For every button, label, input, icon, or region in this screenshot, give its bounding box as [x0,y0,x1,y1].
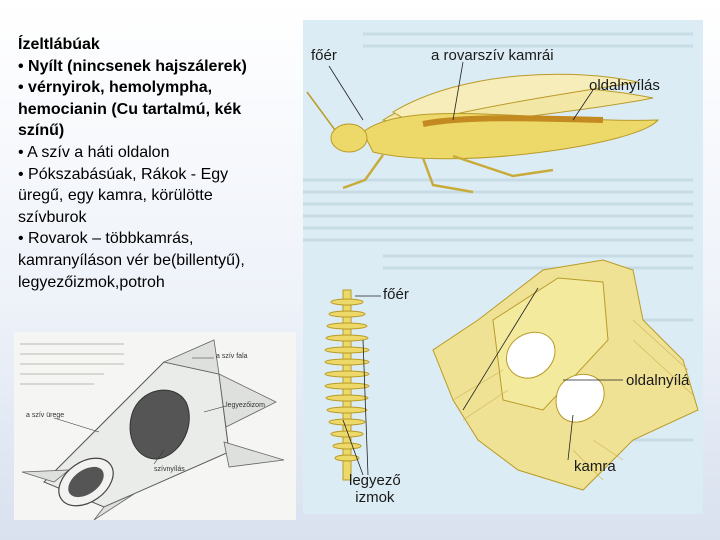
label-aorta-mid: főér [383,286,409,303]
bullet-dorsal-heart: • A szív a háti oldalon [18,143,170,161]
label-aorta-top: főér [311,47,337,64]
bullet-blue: színű) [18,122,65,140]
heart-cross-section-drawing [14,332,296,520]
label-heart-opening: szívnyílás [154,466,185,473]
bullet-pericardium: szívburok [18,208,87,226]
label-fan-muscles [349,472,401,506]
bullet-text-block [18,34,288,293]
bullet-valves: kamranyíláson vér be(billentyű), [18,251,245,269]
label-heart-wall: a szív fala [216,353,248,360]
bullet-open-system: • Nyílt (nincsenek hajszálerek) [18,57,247,75]
fan-muscle-comb [325,290,369,480]
bullet-fan-muscles: legyezőizmok,potroh [18,273,165,291]
bullet-hemocyanin: hemocianin (Cu tartalmú, kék [18,100,242,118]
label-fan-muscles-line2: izmok [355,489,395,506]
insect-heart-figure [303,20,703,514]
label-side-opening-mid: oldalnyílá [626,372,690,389]
label-heart-cavity: a szív ürege [26,412,65,419]
bullet-insects: • Rovarok – többkamrás, [18,230,194,248]
bullet-hemolymph: • vérnyirok, hemolympha, [18,79,213,97]
insect-heart-drawing [303,20,703,514]
label-chamber: kamra [574,458,616,475]
label-side-opening-top: oldalnyílás [589,77,660,94]
bullet-arachnids: • Pókszabásúak, Rákok - Egy [18,165,229,183]
bullet-one-chamber: üregű, egy kamra, körülötte [18,187,213,205]
label-fan-muscle: legyezőizom [226,402,265,409]
heading: Ízeltlábúak [18,36,100,53]
label-heart-chambers: a rovarszív kamrái [431,47,554,64]
heart-cross-section-figure [14,332,296,520]
label-fan-muscles-line1: legyező [349,472,401,489]
